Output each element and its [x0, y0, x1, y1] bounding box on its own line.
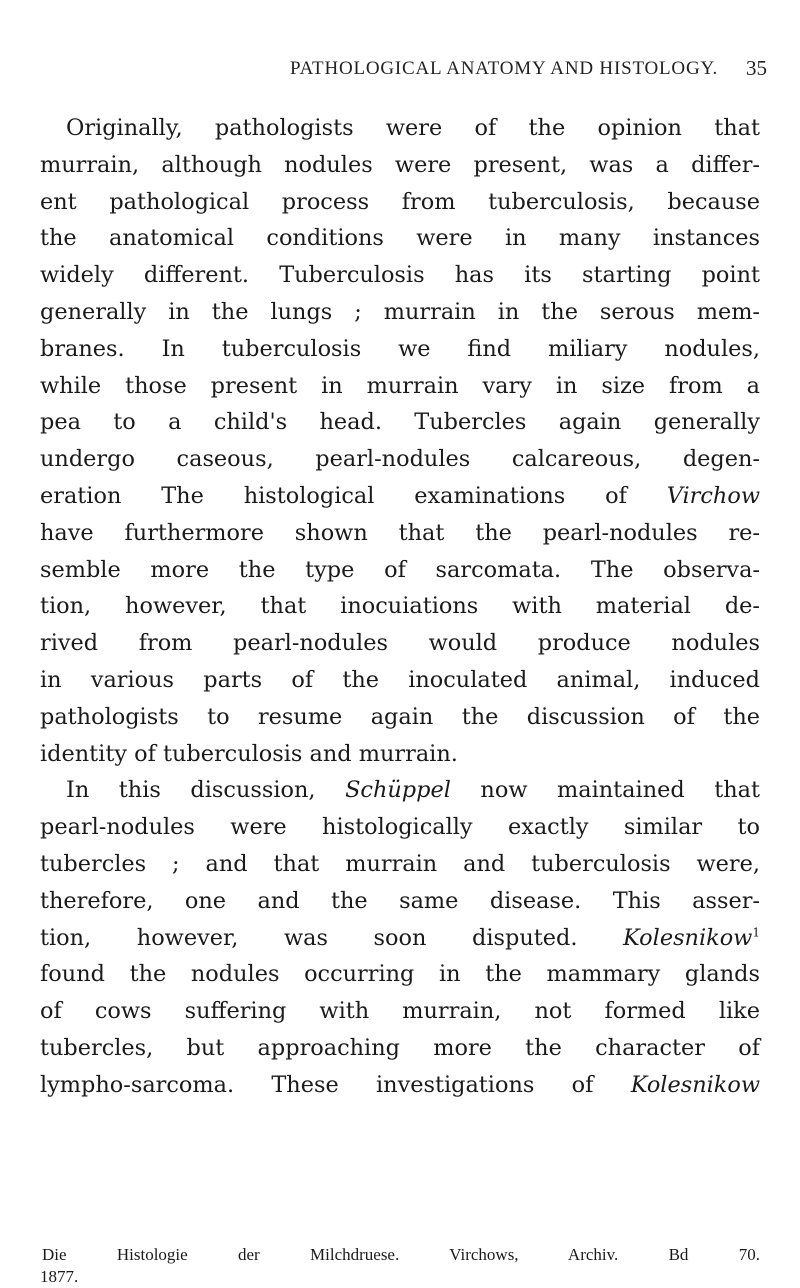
- text-line: the anatomical conditions were in many instances: [40, 225, 760, 252]
- author-name-kolesnikow: Kolesnikow: [630, 1071, 760, 1098]
- text-line: tion, however, that inocuiations with material de-: [40, 593, 760, 620]
- text-line: tubercles, but approaching more the character of: [40, 1034, 760, 1061]
- text-line: branes. In tuberculosis we find miliary nodules,: [40, 335, 760, 362]
- text-line: identity of tuberculosis and murrain.: [40, 740, 458, 767]
- text-line: rived from pearl-nodules would produce nodules: [40, 630, 760, 657]
- text-line: pea to a child's head. Tubercles again generally: [40, 409, 760, 436]
- text-line: therefore, one and the same disease. This asser-: [40, 887, 760, 914]
- text-line: tubercles ; and that murrain and tuberculosis were,: [40, 850, 760, 877]
- author-name-virchow: Virchow: [666, 482, 760, 509]
- text-line: semble more the type of sarcomata. The observa-: [40, 556, 760, 583]
- text-line: undergo caseous, pearl-nodules calcareous, degen-: [40, 446, 760, 473]
- footnote-line: Die Histologie der Milchdruese. Virchows, Archiv. Bd 70.: [42, 1245, 760, 1264]
- author-name-schuppel: Schüppel: [345, 777, 451, 804]
- running-title: PATHOLOGICAL ANATOMY AND HISTOLOGY.: [290, 58, 719, 79]
- page-number: 35: [746, 56, 767, 80]
- text-line: murrain, although nodules were present, was a differ-: [40, 151, 760, 178]
- text-line: generally in the lungs ; murrain in the serous mem-: [40, 298, 760, 325]
- text-line: eration The histological examinations of Virchow: [40, 482, 760, 509]
- text-line: Originally, pathologists were of the opinion that: [66, 115, 760, 141]
- text-line: of cows suffering with murrain, not formed like: [40, 998, 760, 1025]
- text-line: pathologists to resume again the discussion of the: [40, 703, 760, 730]
- text-line: lympho-sarcoma. These investigations of Kolesnikow: [40, 1071, 760, 1098]
- text-line: pearl-nodules were histologically exactly similar to: [40, 814, 760, 841]
- text-line: tion, however, was soon disputed. Kolesnikow$^1$: [40, 924, 760, 951]
- footnote: [40, 1244, 760, 1288]
- text-line: have furthermore shown that the pearl-nodules re-: [40, 519, 760, 546]
- text-line: while those present in murrain vary in size from a: [40, 372, 760, 399]
- text-line: in various parts of the inoculated animal, induced: [40, 666, 760, 693]
- text-line: widely different. Tuberculosis has its starting point: [40, 262, 760, 289]
- text-line: found the nodules occurring in the mammary glands: [40, 961, 760, 988]
- author-name-kolesnikow: Kolesnikow: [623, 924, 753, 951]
- footnote-marker: 1: [752, 925, 760, 940]
- text-line: ent pathological process from tuberculosis, because: [40, 188, 760, 215]
- footnote-line: 1877.: [40, 1267, 79, 1286]
- text-line: In this discussion, Schüppel now maintained that: [66, 777, 760, 804]
- body-text: [40, 110, 760, 1104]
